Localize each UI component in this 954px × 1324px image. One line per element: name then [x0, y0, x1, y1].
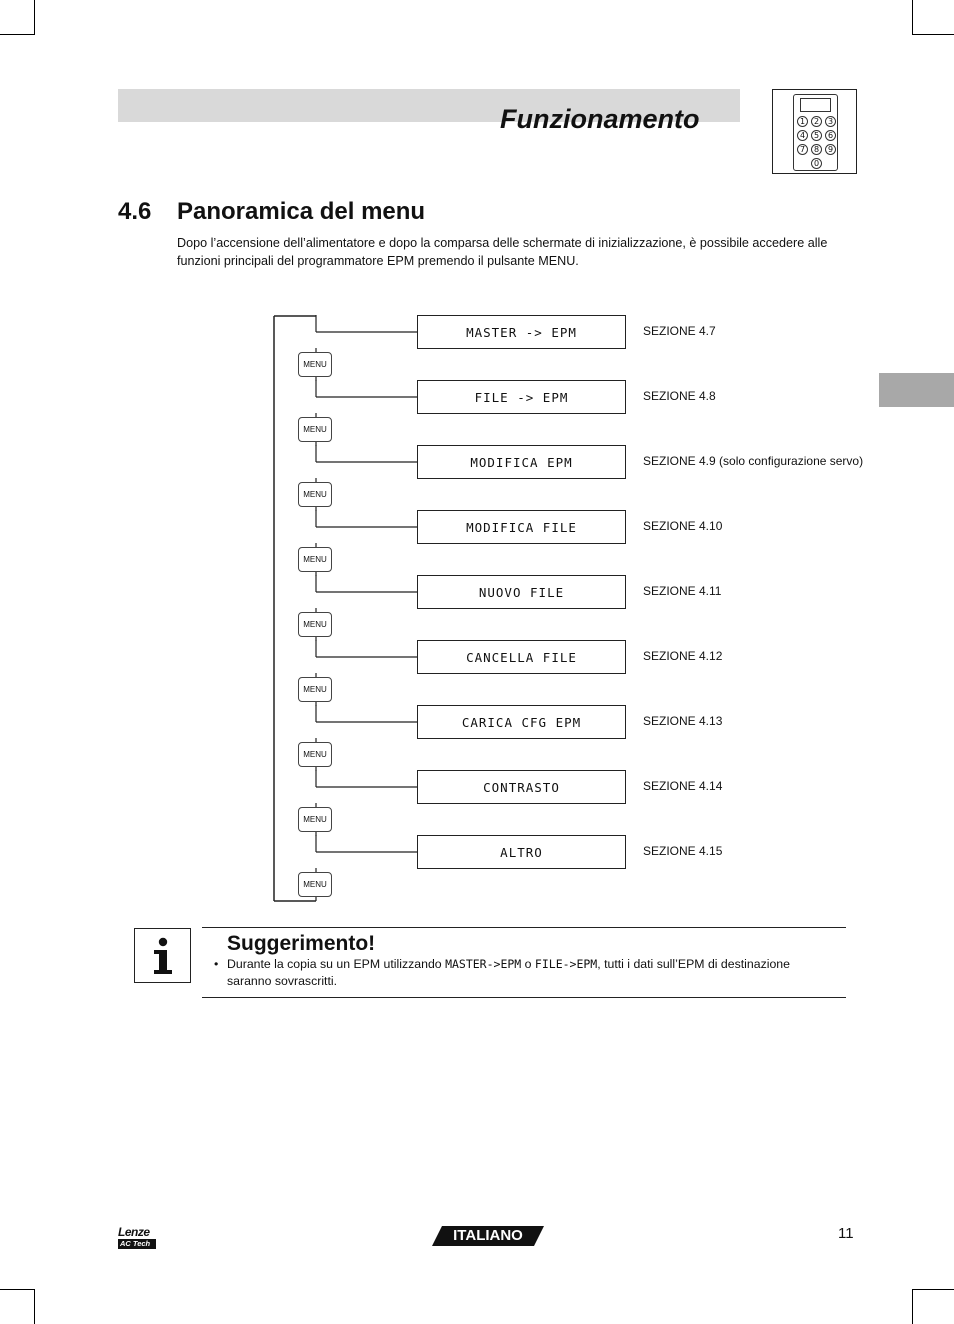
menu-button: MENU [298, 872, 332, 897]
section-reference: SEZIONE 4.10 [643, 519, 723, 533]
section-reference: SEZIONE 4.7 [643, 324, 716, 338]
menu-button: MENU [298, 612, 332, 637]
section-reference: SEZIONE 4.12 [643, 649, 723, 663]
tip-text: Durante la copia su un EPM utilizzando MASTER->EPM o FILE->EPM, tutti i dati sull’EPM di destinazione saranno sovrascritti. [227, 957, 790, 988]
keypad-key: 7 [797, 144, 808, 155]
keypad-key: 8 [811, 144, 822, 155]
page-number: 11 [838, 1225, 854, 1242]
menu-button: MENU [298, 547, 332, 572]
section-reference: SEZIONE 4.8 [643, 389, 716, 403]
section-reference: SEZIONE 4.11 [643, 584, 722, 598]
menu-screen-box: CARICA CFG EPM [417, 705, 626, 739]
section-title: Panoramica del menu [177, 198, 426, 225]
section-reference: SEZIONE 4.9 (solo configurazione servo) [643, 454, 864, 468]
keypad-key: 5 [811, 130, 822, 141]
menu-button: MENU [298, 742, 332, 767]
section-reference: SEZIONE 4.14 [643, 779, 723, 793]
code-file-epm: FILE->EPM [534, 957, 598, 971]
keypad-key: 9 [825, 144, 836, 155]
menu-button: MENU [298, 417, 332, 442]
tip-title: Suggerimento! [227, 932, 376, 955]
keypad-key: 6 [825, 130, 836, 141]
menu-button: MENU [298, 352, 332, 377]
keypad-key: 2 [811, 116, 822, 127]
menu-screen-box: MODIFICA FILE [417, 510, 626, 544]
keypad-key: 4 [797, 130, 808, 141]
lenze-logo [118, 1226, 158, 1249]
section-reference: SEZIONE 4.15 [643, 844, 723, 858]
menu-screen-box: MODIFICA EPM [417, 445, 626, 479]
language-label: ITALIANO [453, 1227, 523, 1244]
menu-screen-box: CONTRASTO [417, 770, 626, 804]
bullet-glyph: • [214, 957, 219, 971]
menu-screen-box: NUOVO FILE [417, 575, 626, 609]
language-badge [432, 1226, 544, 1246]
logo-subtitle: AC Tech [118, 1239, 156, 1249]
keypad-key: 1 [797, 116, 808, 127]
menu-screen-box: CANCELLA FILE [417, 640, 626, 674]
code-master-epm: MASTER->EPM [445, 957, 522, 971]
menu-button: MENU [298, 807, 332, 832]
menu-screen-box: ALTRO [417, 835, 626, 869]
intro-paragraph: Dopo l’accensione dell’alimentatore e dopo la comparsa delle schermate di inizializzazione, è possibile accedere alle funzioni principali del programmatore EPM premendo il pulsante MENU. [177, 236, 828, 268]
info-icon [134, 928, 191, 983]
logo-wordmark: Lenze [118, 1225, 150, 1239]
page-header-title: Funzionamento [500, 104, 700, 134]
section-number: 4.6 [118, 198, 152, 225]
tip-top-rule [202, 927, 846, 928]
menu-screen-box: FILE -> EPM [417, 380, 626, 414]
tip-body [214, 956, 834, 990]
menu-button: MENU [298, 677, 332, 702]
keypad-key: 3 [825, 116, 836, 127]
keypad-key: 0 [811, 158, 822, 169]
section-reference: SEZIONE 4.13 [643, 714, 723, 728]
menu-button: MENU [298, 482, 332, 507]
menu-screen-box: MASTER -> EPM [417, 315, 626, 349]
tip-bottom-rule [202, 997, 846, 998]
